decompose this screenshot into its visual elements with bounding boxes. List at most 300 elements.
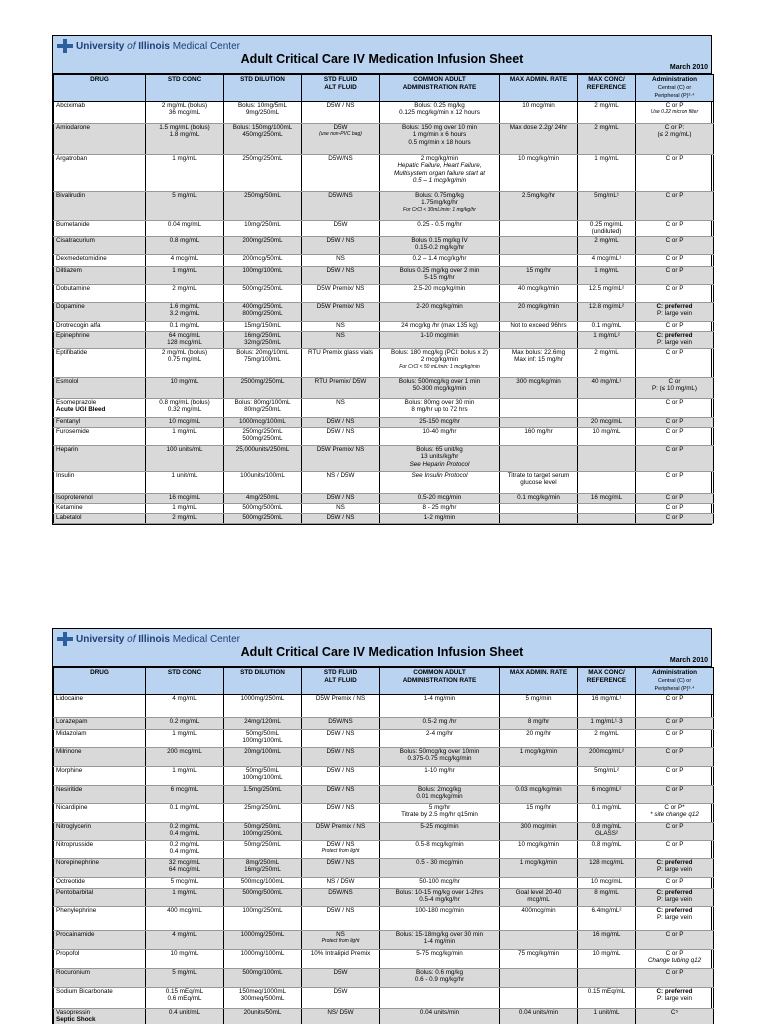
cell-std-conc: 400 mcg/mL (146, 907, 224, 931)
cell-max-admin-rate: 1 mcg/kg/min (500, 859, 578, 878)
cell-admin-rate: 0.5 - 30 mcg/min (380, 859, 500, 878)
cell-std-conc: 10 mg/mL (146, 377, 224, 398)
cell-max-admin-rate (500, 445, 578, 471)
column-header-max-conc: MAX CONC/ REFERENCE (578, 75, 636, 102)
table-row (54, 321, 714, 331)
cell-std-conc: 32 mcg/mL 64 mcg/mL (146, 859, 224, 878)
column-header-std-fluid: STD FLUID ALT FLUID (302, 75, 380, 102)
cell-max-conc (578, 445, 636, 471)
sheet-title: Adult Critical Care IV Medication Infusion Sheet (240, 645, 524, 659)
cell-admin-rate: 1-4 mg/min (380, 695, 500, 718)
cell-max-conc: 1 mg/mL² (578, 331, 636, 348)
cell-admin-rate: 50-100 mcg/hr (380, 878, 500, 889)
cell-std-conc: 5 mg/mL (146, 192, 224, 221)
cell-max-admin-rate: 300 mcg/kg/min (500, 377, 578, 398)
cell-std-conc: 10 mcg/mL (146, 417, 224, 427)
cell-std-dilution: 8mg/250mL 16mg/250mL (224, 859, 302, 878)
table-row (54, 493, 714, 503)
cell-drug: Diltiazem (54, 266, 146, 284)
cell-std-conc: 1 mg/mL (146, 427, 224, 445)
cell-max-admin-rate (500, 331, 578, 348)
cell-admin-rate: Bolus: 65 unit/kg 13 units/kg/hr See Heparin Protocol (380, 445, 500, 471)
cell-std-conc: 5 mg/mL (146, 969, 224, 988)
cell-admin-rate: 100-180 mcg/min (380, 907, 500, 931)
cell-administration: C: preferred P: large vein (636, 859, 714, 878)
cell-max-admin-rate: Goal level 20-40 mcg/mL (500, 889, 578, 907)
cell-std-conc: 0.2 mg/mL (146, 718, 224, 730)
cell-administration: C: preferred P: large vein (636, 889, 714, 907)
cell-max-admin-rate (500, 988, 578, 1009)
cell-drug: Furosemide (54, 427, 146, 445)
cell-std-conc: 0.1 mg/mL (146, 321, 224, 331)
table-row (54, 804, 714, 823)
cell-std-conc: 4 mcg/mL (146, 254, 224, 266)
cell-admin-rate: 5-25 mcg/min (380, 823, 500, 841)
cell-std-dilution: 100units/100mL (224, 471, 302, 493)
cell-max-conc: 10 mg/mL (578, 427, 636, 445)
cell-std-fluid: D5W / NS (302, 236, 380, 254)
cell-std-dilution: 1000mg/100mL (224, 950, 302, 969)
cell-std-fluid: D5W Premix/ NS (302, 302, 380, 321)
table-row (54, 767, 714, 786)
logo-medical-center: Medical Center (172, 633, 240, 645)
column-header-admin-rate: COMMON ADULT ADMINISTRATION RATE (380, 75, 500, 102)
cell-administration: C or P (636, 348, 714, 377)
cell-admin-rate: 0.5-8 mcg/kg/min (380, 841, 500, 859)
table-row (54, 988, 714, 1009)
cell-admin-rate: 5-75 mcg/kg/min (380, 950, 500, 969)
table-row (54, 254, 714, 266)
cell-std-conc: 1 mg/mL (146, 266, 224, 284)
cell-std-fluid: D5W Premix / NS (302, 695, 380, 718)
cell-std-conc: 6 mcg/mL (146, 786, 224, 804)
cell-admin-rate: 1-10 mcg/min (380, 331, 500, 348)
cell-std-dilution: 1000mg/250mL (224, 931, 302, 950)
cell-max-conc: 0.1 mg/mL (578, 321, 636, 331)
table-row (54, 730, 714, 748)
table-row (54, 124, 714, 155)
cell-max-admin-rate: Not to exceed 96hrs (500, 321, 578, 331)
cell-max-admin-rate: 2.5mg/kg/hr (500, 192, 578, 221)
table-row (54, 284, 714, 302)
cell-drug: Drotrecogin alfa (54, 321, 146, 331)
cell-max-admin-rate: 10 mcg/kg/min (500, 155, 578, 192)
cell-administration: C or P (636, 931, 714, 950)
cell-max-conc: 12.8 mg/mL² (578, 302, 636, 321)
cell-std-fluid: D5W / NS (302, 427, 380, 445)
table-row (54, 427, 714, 445)
cell-std-dilution: 500mg/250mL (224, 284, 302, 302)
cell-std-dilution: 16mg/250mL 32mg/250mL (224, 331, 302, 348)
cell-std-fluid: D5W / NS (302, 417, 380, 427)
cell-max-conc: 0.8 mg/mL (578, 841, 636, 859)
cell-std-conc: 1 mg/mL (146, 767, 224, 786)
cell-drug: Esmolol (54, 377, 146, 398)
cell-drug: Argatroban (54, 155, 146, 192)
cell-std-dilution: 2500mg/250mL (224, 377, 302, 398)
cell-std-fluid: D5W / NS (302, 748, 380, 767)
cell-std-dilution: Bolus: 150mg/100mL 450mg/250mL (224, 124, 302, 155)
cell-max-conc (578, 398, 636, 417)
cell-max-conc: 1 unit/mL (578, 1009, 636, 1024)
cell-drug: Phenylephrine (54, 907, 146, 931)
cell-administration: C or P (636, 236, 714, 254)
cell-max-conc (578, 969, 636, 988)
table-row (54, 950, 714, 969)
cell-administration: C or P (636, 427, 714, 445)
cell-admin-rate: Bolus 0.15 mg/kg IV 0.15-0.2 mg/kg/hr (380, 236, 500, 254)
cell-std-fluid: D5W Premix/ NS (302, 284, 380, 302)
cell-std-fluid: D5W / NS (302, 786, 380, 804)
table-row (54, 889, 714, 907)
cell-std-fluid: D5W (302, 969, 380, 988)
cell-drug: Amiodarone (54, 124, 146, 155)
cell-drug: Dexmedetomidine (54, 254, 146, 266)
cell-admin-rate: 0.25 - 0.5 mg/hr (380, 221, 500, 237)
cell-std-fluid: NS/ D5W (302, 1009, 380, 1024)
cell-drug: Vasopressin Septic Shock (54, 1009, 146, 1024)
cell-max-admin-rate: 15 mg/hr (500, 804, 578, 823)
cell-administration: C or P (636, 321, 714, 331)
cell-max-admin-rate: 40 mcg/kg/min (500, 284, 578, 302)
cell-std-fluid: D5W/NS (302, 718, 380, 730)
cell-std-dilution: 1.5mg/250mL (224, 786, 302, 804)
cell-max-conc: 6.4mg/mL² (578, 907, 636, 931)
cell-max-admin-rate: 160 mg/hr (500, 427, 578, 445)
cell-admin-rate: Bolus: 10-15 mg/kg over 1-2hrs 0.5-4 mg/kg/hr (380, 889, 500, 907)
cell-drug: Nitroprusside (54, 841, 146, 859)
cell-std-dilution: 500mg/100mL (224, 969, 302, 988)
cell-std-dilution: 1000mg/250mL (224, 695, 302, 718)
cell-std-dilution: 500mcg/100mL (224, 878, 302, 889)
column-header-admin-rate: COMMON ADULT ADMINISTRATION RATE (380, 668, 500, 695)
cell-max-conc: 10 mg/mL (578, 950, 636, 969)
cell-max-admin-rate (500, 969, 578, 988)
cell-std-dilution: 50mg/250mL 100mg/250mL (224, 823, 302, 841)
cell-admin-rate: 25-150 mcg/hr (380, 417, 500, 427)
cell-std-conc: 2 mg/mL (bolus) 36 mcg/mL (146, 102, 224, 124)
cell-max-conc: 0.25 mg/mL (undiluted) (578, 221, 636, 237)
table-row (54, 823, 714, 841)
cell-std-conc: 4 mg/mL (146, 931, 224, 950)
cell-max-conc: 2 mg/mL (578, 124, 636, 155)
logo-illinois: Illinois (138, 633, 170, 645)
column-header-std-fluid: STD FLUID ALT FLUID (302, 668, 380, 695)
cell-max-conc: 1 mg/mL (578, 266, 636, 284)
table-row (54, 503, 714, 513)
cell-admin-rate: Bolus: 0.75mg/kg 1.75mg/kg/hr For CrCl < 30mL/min: 1 mg/kg/hr (380, 192, 500, 221)
cell-max-conc: 0.1 mg/mL (578, 804, 636, 823)
cell-std-fluid: NS (302, 398, 380, 417)
cell-std-dilution: 250mg/250mL (224, 155, 302, 192)
cell-drug: Norepinephrine (54, 859, 146, 878)
cell-max-admin-rate (500, 503, 578, 513)
cell-drug: Heparin (54, 445, 146, 471)
cell-std-conc: 4 mg/mL (146, 695, 224, 718)
cell-max-admin-rate: Max dose 2.2g/ 24hr (500, 124, 578, 155)
cell-max-admin-rate (500, 931, 578, 950)
cell-administration: C or P (636, 841, 714, 859)
cell-max-admin-rate: 0.1 mcg/kg/min (500, 493, 578, 503)
cell-max-admin-rate: 20 mcg/kg/min (500, 302, 578, 321)
cell-administration: C: preferred P: large vein (636, 988, 714, 1009)
cell-administration: C or P (636, 493, 714, 503)
cell-administration: C or P (636, 748, 714, 767)
cell-max-admin-rate: 10 mcg/min (500, 102, 578, 124)
cell-drug: Lorazepam (54, 718, 146, 730)
table-row (54, 266, 714, 284)
cell-administration: C or P (636, 192, 714, 221)
cell-std-fluid: NS (302, 321, 380, 331)
cell-administration: C or P Change tubing q12 (636, 950, 714, 969)
cell-std-fluid: D5W / NS (302, 730, 380, 748)
cell-max-conc: 128 mcg/mL (578, 859, 636, 878)
cell-std-fluid: RTU Premix/ D5W (302, 377, 380, 398)
cell-std-conc: 1 mg/mL (146, 155, 224, 192)
cell-std-dilution: 500mg/250mL (224, 513, 302, 523)
cell-std-fluid: D5W / NS (302, 102, 380, 124)
cell-max-conc: 12.5 mg/mL² (578, 284, 636, 302)
cell-drug: Midazolam (54, 730, 146, 748)
table-row (54, 907, 714, 931)
cell-max-admin-rate: 10 mcg/kg/min (500, 841, 578, 859)
column-header-drug: DRUG (54, 75, 146, 102)
table-row (54, 236, 714, 254)
cell-std-conc: 64 mcg/mL 128 mcg/mL (146, 331, 224, 348)
cell-admin-rate: 2.5-20 mcg/kg/min (380, 284, 500, 302)
cell-std-conc: 0.4 unit/mL (146, 1009, 224, 1024)
cell-std-conc: 2 mg/mL (146, 284, 224, 302)
cell-drug: Milrinone (54, 748, 146, 767)
infusion-sheet-page-1 (52, 35, 712, 525)
cell-max-admin-rate: 20 mg/hr (500, 730, 578, 748)
cell-admin-rate: 8 - 25 mg/hr (380, 503, 500, 513)
cell-std-fluid: D5W / NS (302, 859, 380, 878)
cell-administration: C or P (636, 878, 714, 889)
cell-std-fluid: D5W/NS (302, 889, 380, 907)
cell-administration: C or P (636, 221, 714, 237)
column-header-subtitle: Central (C) or Peripheral (P)³·⁴ (654, 678, 695, 692)
cell-drug: Esomeprazole Acute UGI Bleed (54, 398, 146, 417)
table-row (54, 348, 714, 377)
cell-drug: Dobutamine (54, 284, 146, 302)
cell-std-conc: 2 mg/mL (bolus) 0.75 mg/mL (146, 348, 224, 377)
cell-std-dilution: 24mg/120mL (224, 718, 302, 730)
cell-admin-rate: Bolus: 50mcg/kg over 10min 0.375-0.75 mcg/kg/min (380, 748, 500, 767)
cell-administration: C or P (636, 266, 714, 284)
university-logo (57, 39, 240, 53)
cell-max-conc (578, 503, 636, 513)
cell-admin-rate: Bolus: 80mg over 30 min 8 mg/hr up to 72 hrs (380, 398, 500, 417)
cell-max-admin-rate: 0.04 units/min (500, 1009, 578, 1024)
medication-rows (54, 102, 714, 524)
cell-std-conc: 10 mg/mL (146, 950, 224, 969)
cell-std-fluid: D5W / NS Protect from light (302, 841, 380, 859)
cell-std-fluid: RTU Premix glass vials (302, 348, 380, 377)
cell-drug: Nitroglycerin (54, 823, 146, 841)
cell-std-fluid: D5W (302, 988, 380, 1009)
cell-max-admin-rate: 8 mg/hr (500, 718, 578, 730)
sheet-date: March 2010 (669, 657, 708, 664)
cell-drug: Isoproterenol (54, 493, 146, 503)
cell-max-admin-rate: 5 mg/min (500, 695, 578, 718)
cell-std-fluid: D5W/NS (302, 192, 380, 221)
cell-drug: Rocuronium (54, 969, 146, 988)
cell-max-conc: 16 mg/mL (578, 931, 636, 950)
sheet-header (53, 36, 711, 74)
cell-admin-rate: 5 mg/hr Titrate by 2.5 mg/hr q15min (380, 804, 500, 823)
cell-std-dilution: 10mg/250mL (224, 221, 302, 237)
medical-cross-icon (57, 39, 73, 53)
column-header-administration: Administration Central (C) or Peripheral (P)³·⁴ (636, 668, 714, 695)
cell-max-conc: 20 mcg/mL (578, 417, 636, 427)
cell-admin-rate: Bolus: 2mcg/kg 0.01 mcg/kg/min (380, 786, 500, 804)
cell-admin-rate: 2-20 mcg/kg/min (380, 302, 500, 321)
column-header-max-admin-rate: MAX ADMIN. RATE (500, 75, 578, 102)
cell-std-conc: 1 mg/mL (146, 889, 224, 907)
table-row (54, 786, 714, 804)
cell-admin-rate: Bolus: 150 mg over 10 min 1 mg/min x 6 hours 0.5 mg/min x 18 hours (380, 124, 500, 155)
cell-max-conc (578, 471, 636, 493)
cell-std-dilution: 250mg/50mL (224, 192, 302, 221)
logo-medical-center: Medical Center (172, 40, 240, 52)
cell-max-conc: 16 mg/mL¹ (578, 695, 636, 718)
cell-administration: C or P (636, 503, 714, 513)
cell-std-conc: 1.6 mg/mL 3.2 mg/mL (146, 302, 224, 321)
cell-admin-rate: 0.04 units/min (380, 1009, 500, 1024)
cell-administration: C or P (636, 471, 714, 493)
cell-administration: C: preferred P: large vein (636, 331, 714, 348)
table-row (54, 331, 714, 348)
cell-std-dilution: 25,000units/250mL (224, 445, 302, 471)
cell-std-fluid: NS / D5W (302, 471, 380, 493)
cell-administration: C or P (636, 417, 714, 427)
cell-drug: Sodium Bicarbonate (54, 988, 146, 1009)
cell-std-dilution: 25mg/250mL (224, 804, 302, 823)
cell-admin-rate: Bolus: 0.6 mg/kg 0.6 - 0.9 mg/kg/hr (380, 969, 500, 988)
cell-drug: Procainamide (54, 931, 146, 950)
cell-drug: Eptifibatide (54, 348, 146, 377)
cell-std-dilution: Bolus: 10mg/5mL 9mg/250mL (224, 102, 302, 124)
cell-max-admin-rate (500, 254, 578, 266)
cell-max-admin-rate: 400mcg/min (500, 907, 578, 931)
cell-administration: C or P (636, 254, 714, 266)
cell-drug: Labetalol (54, 513, 146, 523)
cell-admin-rate: Bolus: 0.25 mg/kg 0.125 mcg/kg/min x 12 hours (380, 102, 500, 124)
cell-std-conc: 0.04 mg/mL (146, 221, 224, 237)
cell-admin-rate: See Insulin Protocol (380, 471, 500, 493)
cell-admin-rate: 0.5-2 mg /hr (380, 718, 500, 730)
table-row (54, 445, 714, 471)
cell-admin-rate: Bolus 0.25 mg/kg over 2 min 5-15 mg/hr (380, 266, 500, 284)
cell-std-conc: 1.5 mg/mL (bolus) 1.8 mg/mL (146, 124, 224, 155)
cell-max-admin-rate (500, 767, 578, 786)
cell-drug: Lidocaine (54, 695, 146, 718)
cell-std-fluid: NS Protect from light (302, 931, 380, 950)
cell-drug: Epinephrine (54, 331, 146, 348)
cell-drug: Pentobarbital (54, 889, 146, 907)
cell-admin-rate (380, 988, 500, 1009)
cell-max-conc: 1 mg/mL¹·3 (578, 718, 636, 730)
cell-drug: Propofol (54, 950, 146, 969)
logo-illinois: Illinois (138, 40, 170, 52)
medication-table (53, 667, 714, 1024)
cell-std-dilution: Bolus: 80mg/100mL 80mg/250mL (224, 398, 302, 417)
cell-drug: Abciximab (54, 102, 146, 124)
cell-max-conc: 1 mg/mL (578, 155, 636, 192)
cell-administration: C or P (636, 398, 714, 417)
cell-max-conc: 40 mg/mL¹ (578, 377, 636, 398)
cell-max-admin-rate (500, 513, 578, 523)
cell-std-dilution: 500mg/500mL (224, 889, 302, 907)
cell-drug: Cisatracurium (54, 236, 146, 254)
cell-max-conc: 4 mcg/mL¹ (578, 254, 636, 266)
cell-administration: C or P (636, 513, 714, 523)
cell-std-fluid: D5W / NS (302, 804, 380, 823)
cell-administration: C or P (636, 823, 714, 841)
cell-administration: C or P (636, 767, 714, 786)
cell-max-conc: 0.8 mg/mL GLASS² (578, 823, 636, 841)
cell-std-dilution: 15mg/150mL (224, 321, 302, 331)
cell-drug: Nicardipine (54, 804, 146, 823)
cell-std-fluid: D5W Premix / NS (302, 823, 380, 841)
cell-max-admin-rate (500, 878, 578, 889)
medical-cross-icon (57, 632, 73, 646)
cell-administration: C or P (636, 969, 714, 988)
column-header-subtitle: Central (C) or Peripheral (P)³·⁴ (654, 85, 695, 99)
table-row (54, 695, 714, 718)
column-header-administration: Administration Central (C) or Peripheral (P)³·⁴ (636, 75, 714, 102)
cell-std-fluid: D5W / NS (302, 493, 380, 503)
cell-administration: C or P (636, 786, 714, 804)
cell-std-dilution: 20units/50mL (224, 1009, 302, 1024)
cell-std-dilution: 50mg/50mL 100mg/100mL (224, 767, 302, 786)
column-header-std-dilution: STD DILUTION (224, 668, 302, 695)
cell-administration: C: preferred P: large vein (636, 302, 714, 321)
cell-std-dilution: 500mg/500mL (224, 503, 302, 513)
cell-std-dilution: Bolus: 20mg/10mL 75mg/100mL (224, 348, 302, 377)
cell-max-admin-rate (500, 417, 578, 427)
cell-administration: C or P: (≤ 2 mg/mL) (636, 124, 714, 155)
cell-std-conc: 2 mg/mL (146, 513, 224, 523)
cell-admin-rate: 1-10 mg/hr (380, 767, 500, 786)
cell-admin-rate: Bolus: 500mcg/kg over 1 min 50-300 mcg/kg/min (380, 377, 500, 398)
table-row (54, 513, 714, 523)
cell-admin-rate: 10-40 mg/hr (380, 427, 500, 445)
column-header-std-dilution: STD DILUTION (224, 75, 302, 102)
cell-max-admin-rate: 300 mcg/min (500, 823, 578, 841)
cell-administration: C or P* * site change q12 (636, 804, 714, 823)
cell-administration: C or P (636, 284, 714, 302)
cell-max-admin-rate: Titrate to target serum glucose level (500, 471, 578, 493)
cell-std-fluid: NS (302, 254, 380, 266)
cell-max-admin-rate (500, 236, 578, 254)
cell-administration: C or P (636, 445, 714, 471)
cell-std-dilution: 100mg/250mL (224, 907, 302, 931)
cell-administration: C or P: (≤ 10 mg/mL) (636, 377, 714, 398)
cell-std-conc: 5 mcg/mL (146, 878, 224, 889)
cell-administration: C or P Use 0.22 micron filter (636, 102, 714, 124)
cell-std-fluid: D5W/NS (302, 155, 380, 192)
cell-std-fluid: 10% Intralipid Premix (302, 950, 380, 969)
cell-std-dilution: 1000mcg/100mL (224, 417, 302, 427)
cell-admin-rate: Bolus: 180 mcg/kg (PCI: bolus x 2) 2 mcg/kg/min For CrCl < 50 mL/min: 1 mcg/kg/min (380, 348, 500, 377)
table-row (54, 841, 714, 859)
cell-max-conc: 2 mg/mL (578, 236, 636, 254)
university-logo (57, 632, 240, 646)
column-header-drug: DRUG (54, 668, 146, 695)
cell-std-dilution: 20mg/100mL (224, 748, 302, 767)
